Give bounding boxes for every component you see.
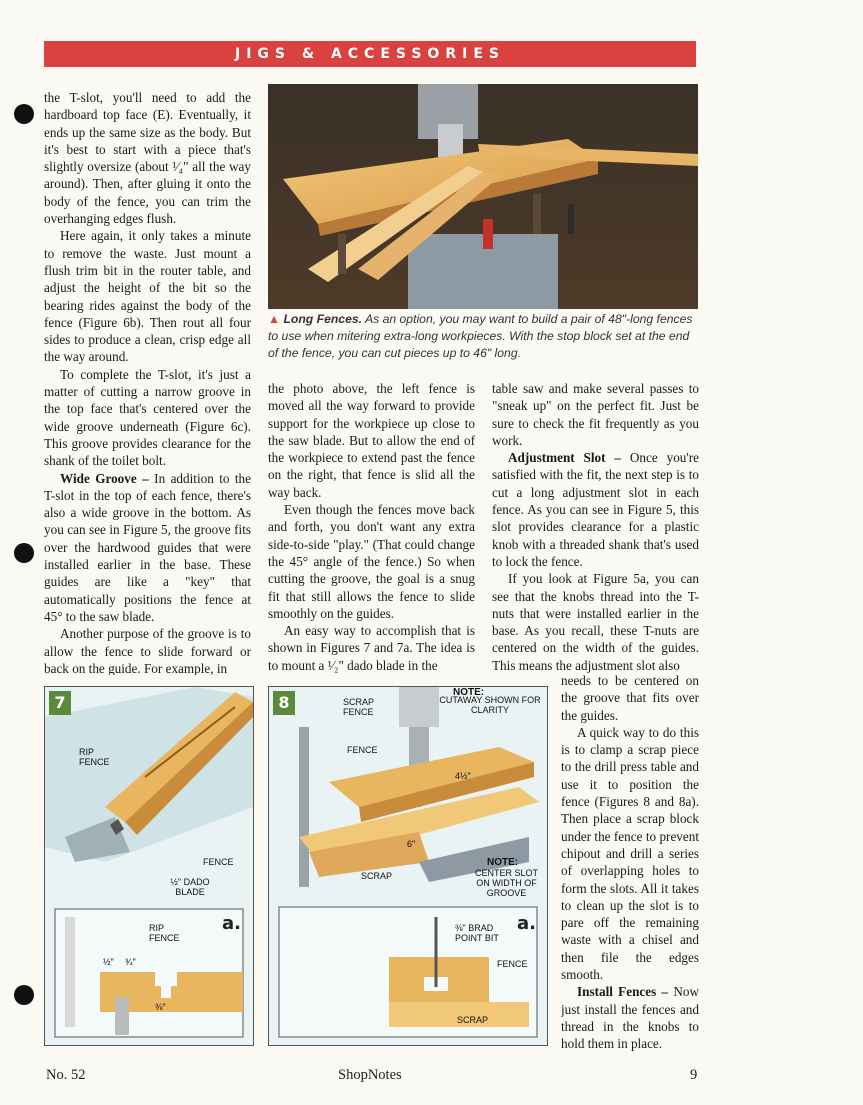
note2-title: NOTE: [487,857,519,868]
photo-caption [268,311,700,363]
label-rip-fence: RIP FENCE [79,747,110,767]
paragraph: needs to be centered on the groove that fits over the guides. [561,673,699,723]
label-fence: FENCE [347,745,378,755]
note-title: NOTE: [453,687,485,698]
dim-width: 6" [407,839,416,849]
run-in-heading: Wide Groove – [60,470,149,486]
dim-length: 4½" [455,771,471,781]
run-in-heading: Adjustment Slot – [508,450,622,466]
dim-half-inch: ½" [103,957,114,967]
paragraph: If you look at Figure 5a, you can see that the knobs thread into the T-nuts that were installed earlier in the base. As you recall, these T-nuts are centered on the width of the guides. This means the adjustment slot also [492,571,699,673]
paragraph: Here again, it only takes a minute to remove the waste. Just mount a flush trim bit in the router table, and adjust the height of the bit so the bearing rides against the body of the fence (Figure 6b). Then rout all four sides to produce a clean, crisp edge all the way around. [44,228,251,365]
figure-7 [44,686,254,1046]
binder-hole-bottom [14,985,34,1005]
paragraph: Another purpose of the groove is to allow the fence to slide forward or back on the guide. For example, in [44,626,251,675]
paragraph-text: Now just install the fences and thread in the knobs to hold them in place. [561,984,699,1052]
page-number: 9 [690,1067,698,1083]
paragraph: To complete the T-slot, it's just a matter of cutting a narrow groove in the top face that's centered over the wide groove underneath (Figure 6c). This groove provides clearance for the shank of the toilet bolt. [44,366,251,469]
paragraph [492,449,699,570]
label-dado-blade: ½" DADO BLADE [170,877,210,897]
note2-text: CENTER SLOT ON WIDTH OF GROOVE [474,868,538,898]
caption-triangle-icon: ▲ [268,312,281,326]
label-scrap: SCRAP [361,871,393,881]
magazine-name: ShopNotes [338,1067,402,1083]
caption-text: As an option, you may want to build a pair of 48"-long fences to use when mitering extra-long workpieces. With the stop block set at the end of the fence, you can cut pieces up to 46" long. [268,312,693,361]
paragraph: the photo above, the left fence is moved all the way forward to provide support for the workpiece up close to the saw blade. But to allow the end of the workpiece to extend past the fence on the right, that fence is slid all the way back. [268,381,475,500]
note-text: CUTAWAY SHOWN FOR CLARITY [439,695,541,715]
paragraph: the T-slot, you'll need to add the hardboard top face (E). Eventually, it ends up the same size as the body. But it's best to start with a piece that's slightly oversize (about ¹⁄₄" all the way around). Then, after gluing it onto the body of the fence, you can trim the overhanging edges flush. [44,90,251,227]
paragraph [44,470,251,626]
long-fences-photo [268,84,698,309]
photo-illustration [268,84,698,309]
paragraph: Even though the fences move back and forth, you don't want any extra side-to-side "play." (That could change the 45° angle of the fence.) So when cutting the groove, the goal is a snug fit that still allows the fence to slide smoothly on the guides. [268,502,475,621]
run-in-heading: Install Fences – [577,984,669,1000]
figure-8-number: 8 [273,691,295,715]
binder-hole-top [14,104,34,124]
detail-scrap-label: SCRAP [457,1015,489,1025]
paragraph: A quick way to do this is to clamp a scrap piece to the drill press table and use it to position the fence (Figures 8 and 8a). Then place a scrap block under the fence to prevent chipout and drill a series of overlapping holes to form the slots. All it takes to clean up the slot is to pare off the remaining waste with a chisel and then file the edges smooth. [561,724,699,983]
dim-three-quarter-inch: ¾" [125,957,136,967]
article-column-1 [44,89,251,675]
section-banner: JIGS & ACCESSORIES [44,41,696,67]
paragraph-text: In addition to the T-slot in the top of each fence, there's also a wide groove in the bottom. As you can see in Figure 5, the groove fits over the hardwood guides that were installed earlier in the base. These guides are like a "key" that automatically positions the fence at 45° to the saw blade. [44,470,251,624]
article-column-3 [492,380,699,674]
paragraph: An easy way to accomplish that is shown in Figures 7 and 7a. The idea is to mount a ¹⁄₂" dado blade in the [268,623,475,673]
label-fence: FENCE [203,857,234,867]
article-column-4 [561,672,699,1052]
binder-hole-middle [14,543,34,563]
paragraph-text: Once you're satisfied with the fit, the next step is to cut a long adjustment slot in each fence. As you can see in Figure 5, this slot provides clearance for a plastic knob with a threaded shank that's used to lock the fence. [492,450,699,569]
paragraph [561,983,699,1052]
detail-rip-fence: RIP FENCE [149,923,180,943]
detail-a-letter: a. [222,913,241,934]
detail-fence-label: FENCE [497,959,528,969]
issue-number: No. 52 [46,1067,86,1083]
caption-title: Long Fences. [283,312,363,326]
detail-a-letter: a. [517,913,536,934]
paragraph: table saw and make several passes to "sneak up" on the perfect fit. Just be sure to check the fit frequently as you work. [492,381,699,448]
label-scrap-fence: SCRAP FENCE [343,697,374,717]
dim-three-eighths-inch: ⅜" [155,1002,166,1012]
article-column-2 [268,380,475,674]
figure-7-number: 7 [49,691,71,715]
figure-8 [268,686,548,1046]
detail-bit-label: ⅜" BRAD POINT BIT [455,923,499,943]
